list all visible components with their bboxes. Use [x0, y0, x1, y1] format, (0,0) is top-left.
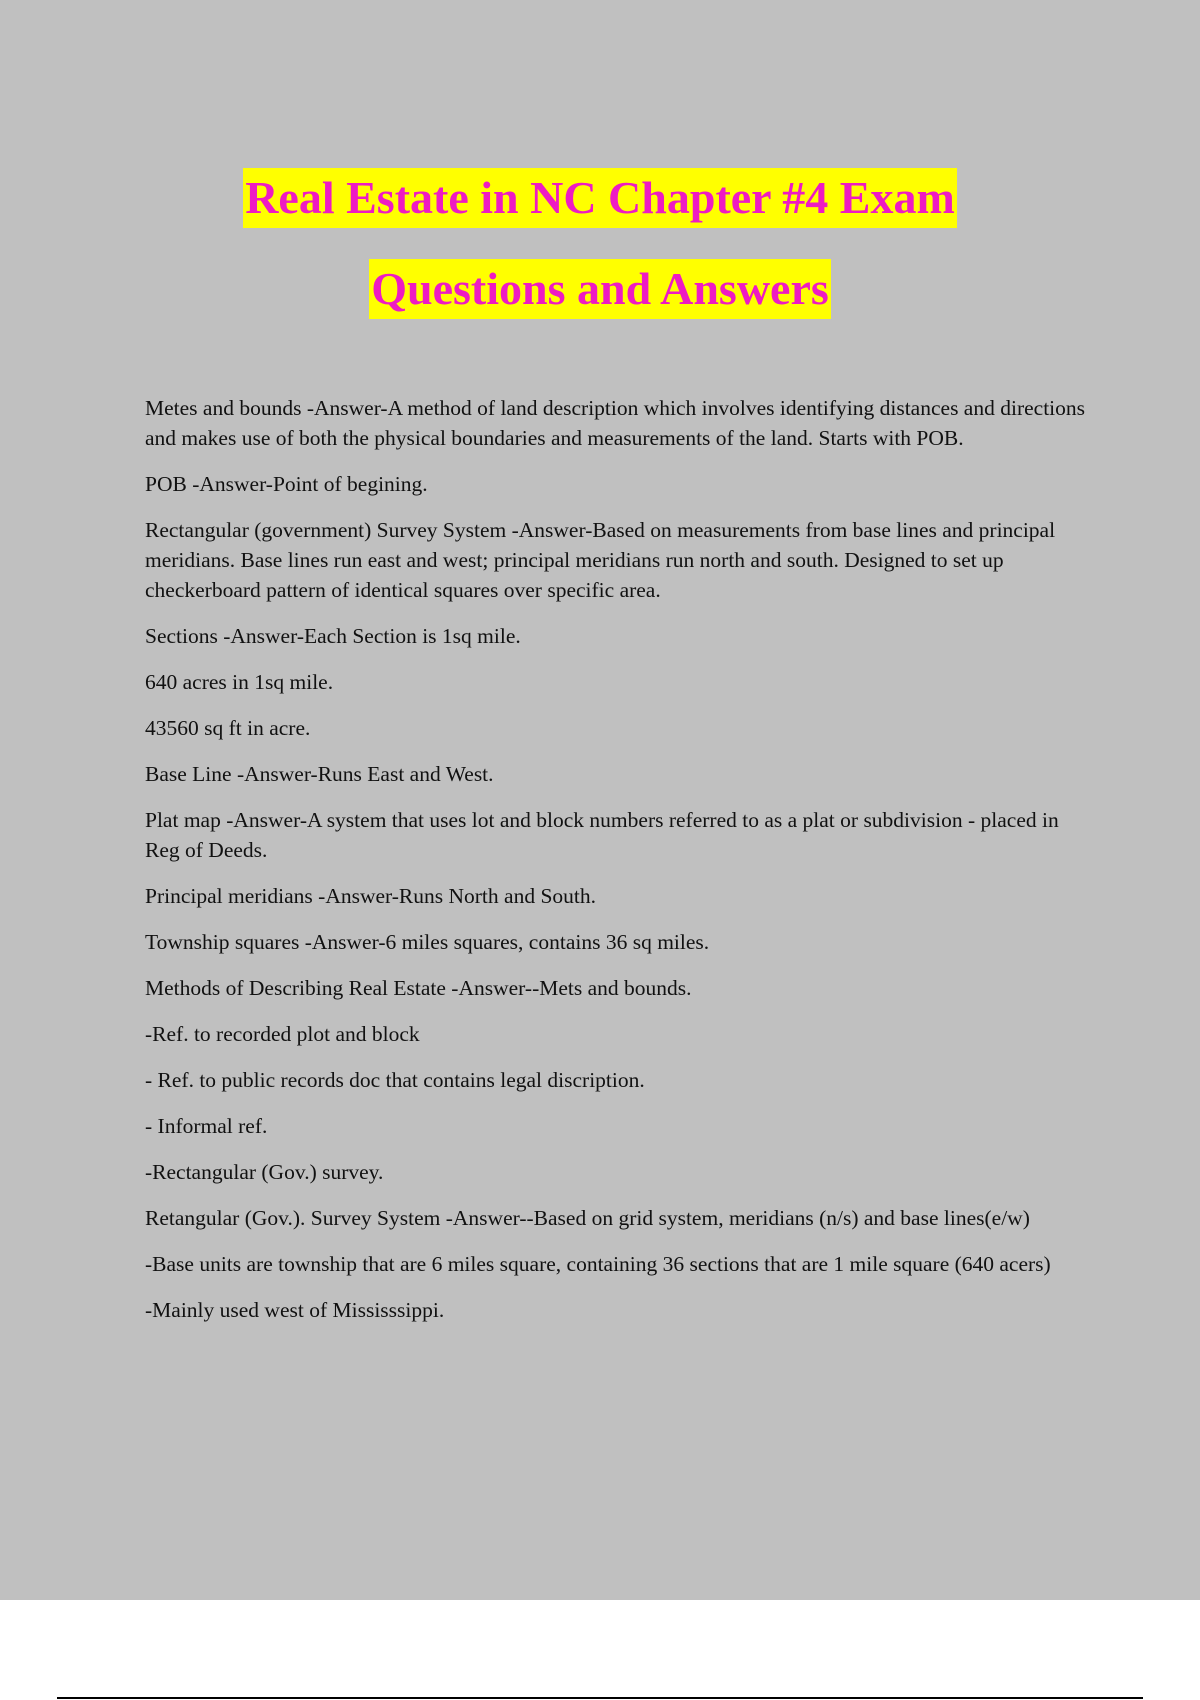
footer-divider — [57, 1697, 1143, 1699]
qa-item: - Ref. to public records doc that contains legal discription. — [145, 1068, 645, 1092]
qa-item: -Rectangular (Gov.) survey. — [145, 1160, 384, 1184]
document-title — [0, 168, 1200, 350]
qa-item: Base Line -Answer-Runs East and West. — [145, 762, 494, 786]
qa-content — [145, 393, 1095, 1341]
qa-item: Township squares -Answer-6 miles squares, contains 36 sq miles. — [145, 930, 710, 954]
qa-item: -Mainly used west of Mississsippi. — [145, 1298, 445, 1322]
qa-item: 43560 sq ft in acre. — [145, 716, 311, 740]
qa-item: Metes and bounds -Answer-A method of land description which involves identifying distances and directions and makes use of both the physical boundaries and measurements of the land. Starts with POB. — [145, 396, 1086, 450]
qa-item: Rectangular (government) Survey System -Answer-Based on measurements from base lines and principal meridians. Base lines run east and west; principal meridians run north and south. Designed to set up checkerboard pattern of identical squares over specific area. — [145, 518, 1056, 602]
qa-item: - Informal ref. — [145, 1114, 268, 1138]
title-line-2: Questions and Answers — [369, 259, 831, 319]
qa-item: 640 acres in 1sq mile. — [145, 670, 334, 694]
title-line-1: Real Estate in NC Chapter #4 Exam — [243, 168, 957, 228]
qa-item: POB -Answer-Point of begining. — [145, 472, 428, 496]
qa-item: Plat map -Answer-A system that uses lot and block numbers referred to as a plat or subdivision - placed in Reg of Deeds. — [145, 808, 1059, 862]
qa-item: -Ref. to recorded plot and block — [145, 1022, 420, 1046]
qa-item: Retangular (Gov.). Survey System -Answer--Based on grid system, meridians (n/s) and base lines(e/w) — [145, 1206, 1030, 1230]
qa-item: -Base units are township that are 6 miles square, containing 36 sections that are 1 mile square (640 acers) — [145, 1252, 1051, 1276]
qa-item: Methods of Describing Real Estate -Answer--Mets and bounds. — [145, 976, 692, 1000]
qa-item: Sections -Answer-Each Section is 1sq mile. — [145, 624, 521, 648]
qa-item: Principal meridians -Answer-Runs North and South. — [145, 884, 597, 908]
